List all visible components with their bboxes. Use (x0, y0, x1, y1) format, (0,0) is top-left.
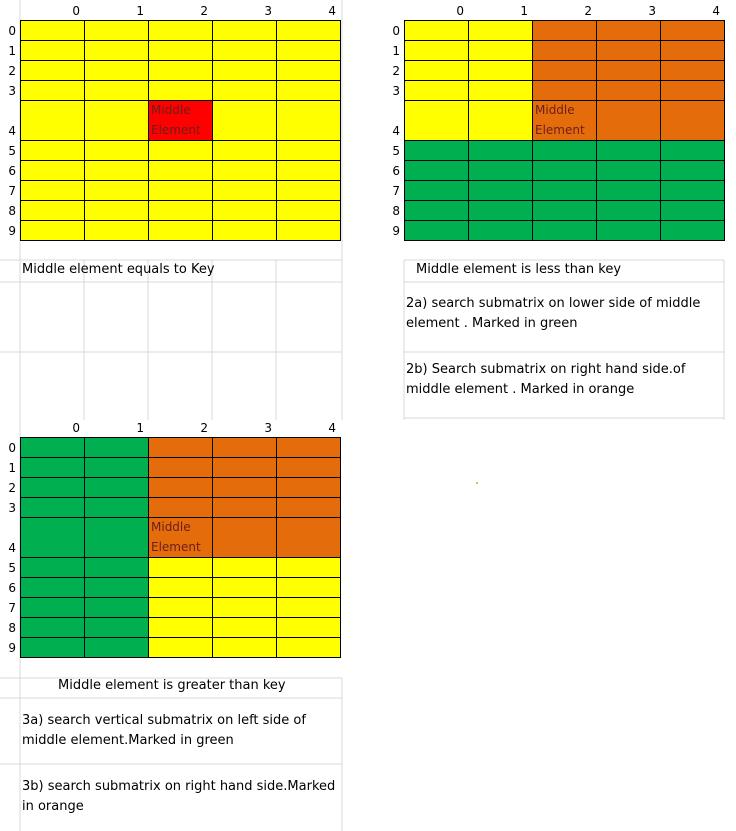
matrix-cell (277, 81, 341, 101)
matrix-cell (85, 558, 149, 578)
case-caption: Middle element is less than key (416, 262, 622, 277)
row-header: 0 (8, 441, 16, 455)
matrix-cell (405, 141, 469, 161)
matrix-cell (661, 81, 725, 101)
matrix-cell (277, 518, 341, 558)
matrix-cell (149, 478, 213, 498)
matrix-cell (85, 498, 149, 518)
matrix-cell (21, 61, 85, 81)
column-header: 4 (712, 4, 720, 18)
matrix-cell (213, 638, 277, 658)
middle-element-label: Middle (151, 520, 191, 534)
matrix-cell (277, 141, 341, 161)
matrix-cell (85, 81, 149, 101)
matrix-cell (405, 201, 469, 221)
row-header: 9 (392, 224, 400, 238)
column-header: 3 (264, 421, 272, 435)
matrix-cell (85, 638, 149, 658)
matrix-cell (277, 61, 341, 81)
matrix-cell (213, 141, 277, 161)
row-header: 4 (8, 541, 16, 555)
matrix-cell (533, 161, 597, 181)
matrix-cell (405, 21, 469, 41)
matrix-cell (277, 578, 341, 598)
matrix-cell (21, 458, 85, 478)
matrix-cell (149, 41, 213, 61)
matrix-cell (661, 101, 725, 141)
matrix-cell (277, 221, 341, 241)
matrix-cell (213, 81, 277, 101)
matrix-cell (277, 41, 341, 61)
matrix-cell (213, 61, 277, 81)
matrix-cell (21, 598, 85, 618)
matrix-cell (277, 458, 341, 478)
matrix-cell (149, 558, 213, 578)
matrix-cell (149, 578, 213, 598)
matrix-cell (661, 141, 725, 161)
matrix-cell (597, 221, 661, 241)
matrix-cell (85, 41, 149, 61)
matrix-cell (85, 101, 149, 141)
row-header: 4 (8, 124, 16, 138)
matrix-cell (21, 201, 85, 221)
matrix-cell (21, 141, 85, 161)
matrix-cell (661, 21, 725, 41)
middle-element-label: Middle (151, 103, 191, 117)
matrix-cell (277, 558, 341, 578)
row-header: 7 (392, 184, 400, 198)
row-header: 7 (8, 184, 16, 198)
matrix-cell (277, 181, 341, 201)
row-header: 5 (392, 144, 400, 158)
matrix-cell (469, 61, 533, 81)
matrix-cell (213, 518, 277, 558)
matrix-cell (277, 478, 341, 498)
column-header: 0 (456, 4, 464, 18)
column-header: 3 (648, 4, 656, 18)
matrix-cell (405, 81, 469, 101)
middle-element-label: Element (151, 540, 201, 554)
row-header: 1 (8, 44, 16, 58)
matrix-cell (469, 221, 533, 241)
matrix-cell (597, 101, 661, 141)
matrix-cell (149, 458, 213, 478)
matrix-cell (213, 41, 277, 61)
row-header: 1 (8, 461, 16, 475)
row-header: 1 (392, 44, 400, 58)
search-step-note: 2b) Search submatrix on right hand side.of middle element . Marked in orange (406, 362, 686, 397)
matrix-cell (277, 638, 341, 658)
matrix-cell (85, 141, 149, 161)
column-header: 2 (200, 421, 208, 435)
matrix-cell (405, 61, 469, 81)
matrix-cell (469, 81, 533, 101)
matrix-cell (21, 101, 85, 141)
matrix-cell (21, 518, 85, 558)
row-header: 7 (8, 601, 16, 615)
search-step-note: 2a) search submatrix on lower side of middle element . Marked in green (406, 296, 701, 331)
row-header: 3 (8, 84, 16, 98)
matrix-cell (149, 498, 213, 518)
matrix-cell (85, 201, 149, 221)
search-step-note: 3b) search submatrix on right hand side.Marked in orange (22, 779, 336, 814)
matrix-cell (85, 598, 149, 618)
matrix-cell (149, 21, 213, 41)
row-header: 2 (8, 64, 16, 78)
matrix-cell (533, 61, 597, 81)
row-header: 0 (8, 24, 16, 38)
column-header: 1 (136, 421, 144, 435)
matrix-cell (469, 181, 533, 201)
row-header: 2 (8, 481, 16, 495)
matrix-cell (469, 201, 533, 221)
row-header: 8 (392, 204, 400, 218)
matrix-cell (21, 478, 85, 498)
matrix-cell (213, 201, 277, 221)
matrix-cell (277, 598, 341, 618)
matrix-cell (661, 61, 725, 81)
matrix-cell (149, 438, 213, 458)
matrix-cell (277, 438, 341, 458)
matrix-cell (277, 161, 341, 181)
matrix-cell (213, 438, 277, 458)
matrix-cell (469, 101, 533, 141)
matrix-cell (597, 161, 661, 181)
row-header: 5 (8, 561, 16, 575)
matrix-cell (213, 618, 277, 638)
matrix-cell (21, 618, 85, 638)
matrix-cell (85, 458, 149, 478)
matrix-cell (21, 498, 85, 518)
row-header: 0 (392, 24, 400, 38)
matrix-cell (533, 41, 597, 61)
matrix-cell (213, 181, 277, 201)
matrix-cell (21, 41, 85, 61)
column-header: 3 (264, 4, 272, 18)
matrix-cell (85, 478, 149, 498)
matrix-cell (21, 181, 85, 201)
matrix-cell (213, 221, 277, 241)
matrix-cell (213, 498, 277, 518)
matrix-cell (597, 181, 661, 201)
matrix-cell (213, 578, 277, 598)
matrix-cell (469, 21, 533, 41)
matrix-cell (85, 221, 149, 241)
matrix-cell (149, 141, 213, 161)
matrix-cell (85, 61, 149, 81)
row-header: 5 (8, 144, 16, 158)
matrix-cell (405, 221, 469, 241)
matrix-cell (85, 518, 149, 558)
matrix-cell (85, 618, 149, 638)
middle-element-label: Element (151, 123, 201, 137)
case-caption: Middle element is greater than key (58, 678, 286, 693)
matrix-cell (149, 201, 213, 221)
matrix-cell (149, 81, 213, 101)
matrix-cell (661, 201, 725, 221)
column-header: 0 (72, 421, 80, 435)
matrix-cell (469, 161, 533, 181)
row-header: 8 (8, 621, 16, 635)
matrix-cell (533, 221, 597, 241)
matrix-cell (213, 101, 277, 141)
matrix-cell (85, 21, 149, 41)
matrix-cell (213, 558, 277, 578)
matrix-cell (213, 161, 277, 181)
matrix-cell (21, 638, 85, 658)
matrix-cell (21, 221, 85, 241)
matrix-cell (533, 181, 597, 201)
matrix-cell (85, 578, 149, 598)
matrix-cell (21, 438, 85, 458)
row-header: 4 (392, 124, 400, 138)
matrix-cell (597, 61, 661, 81)
matrix-cell (149, 161, 213, 181)
matrix-cell (277, 101, 341, 141)
matrix-cell (85, 438, 149, 458)
matrix-cell (85, 161, 149, 181)
matrix-cell (597, 21, 661, 41)
middle-element-label: Element (535, 123, 585, 137)
matrix-cell (149, 598, 213, 618)
matrix-cell (533, 81, 597, 101)
matrix-cell (405, 41, 469, 61)
matrix-cell (21, 81, 85, 101)
matrix-cell (149, 221, 213, 241)
matrix-cell (277, 21, 341, 41)
matrix-cell (21, 161, 85, 181)
matrix-cell (533, 141, 597, 161)
stray-mark (476, 482, 478, 484)
matrix-cell (661, 221, 725, 241)
column-header: 1 (136, 4, 144, 18)
row-header: 2 (392, 64, 400, 78)
row-header: 3 (8, 501, 16, 515)
matrix-cell (213, 458, 277, 478)
column-header: 2 (200, 4, 208, 18)
matrix-cell (405, 101, 469, 141)
row-header: 6 (8, 581, 16, 595)
matrix-cell (149, 618, 213, 638)
matrix-cell (469, 41, 533, 61)
case-caption: Middle element equals to Key (22, 262, 215, 277)
matrix-cell (21, 21, 85, 41)
matrix-cell (149, 638, 213, 658)
matrix-cell (469, 141, 533, 161)
matrix-cell (213, 598, 277, 618)
matrix-cell (661, 41, 725, 61)
column-header: 2 (584, 4, 592, 18)
row-header: 9 (8, 224, 16, 238)
matrix-cell (149, 181, 213, 201)
matrix-cell (21, 558, 85, 578)
column-header: 4 (328, 421, 336, 435)
column-header: 0 (72, 4, 80, 18)
matrix-cell (85, 181, 149, 201)
matrix-cell (277, 618, 341, 638)
matrix-cell (149, 61, 213, 81)
matrix-cell (405, 181, 469, 201)
row-header: 6 (392, 164, 400, 178)
matrix-cell (533, 201, 597, 221)
matrix-cell (597, 141, 661, 161)
matrix-cell (661, 161, 725, 181)
matrix-cell (533, 21, 597, 41)
middle-element-label: Middle (535, 103, 575, 117)
matrix-cell (277, 201, 341, 221)
column-header: 1 (520, 4, 528, 18)
matrix-cell (213, 478, 277, 498)
matrix-cell (661, 181, 725, 201)
matrix-cell (597, 201, 661, 221)
matrix-cell (597, 41, 661, 61)
matrix-cell (277, 498, 341, 518)
matrix-cell (213, 21, 277, 41)
row-header: 3 (392, 84, 400, 98)
matrix-cell (405, 161, 469, 181)
column-header: 4 (328, 4, 336, 18)
row-header: 9 (8, 641, 16, 655)
search-step-note: 3a) search vertical submatrix on left side of middle element.Marked in green (22, 713, 306, 748)
matrix-cell (597, 81, 661, 101)
row-header: 6 (8, 164, 16, 178)
matrix-cell (21, 578, 85, 598)
row-header: 8 (8, 204, 16, 218)
